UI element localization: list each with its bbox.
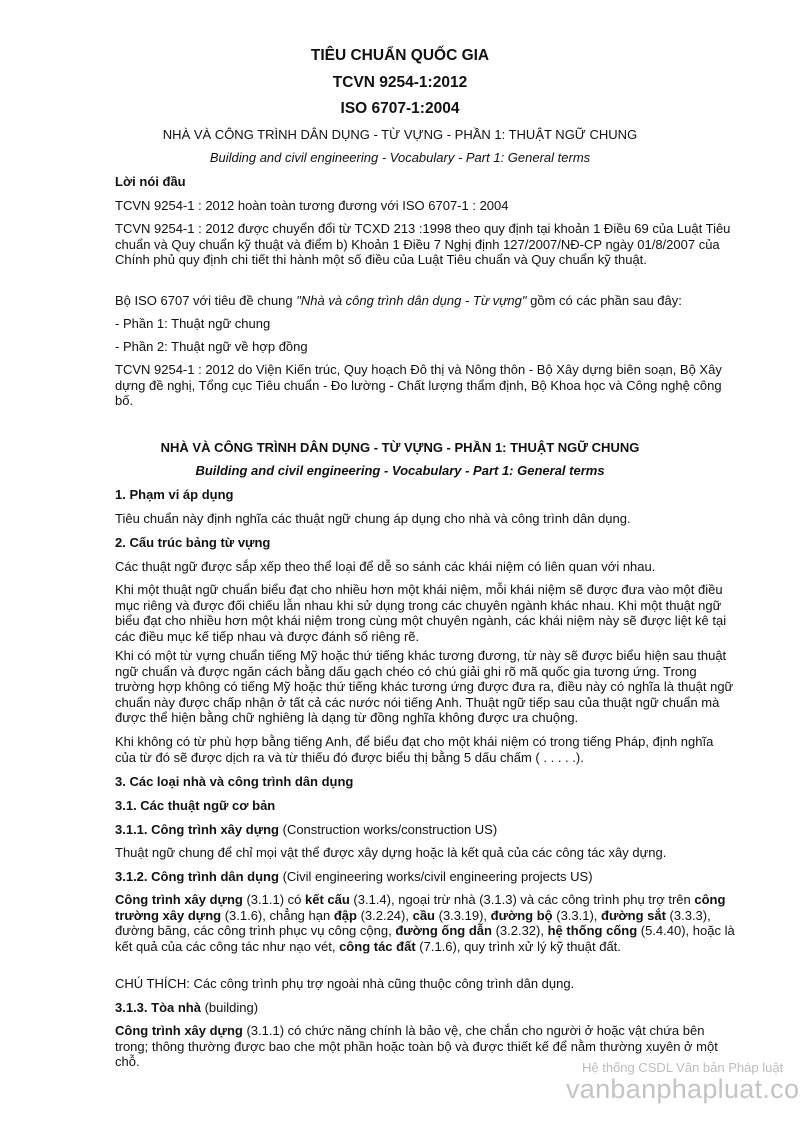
document-subtitle: NHÀ VÀ CÔNG TRÌNH DÂN DỤNG - TỪ VỰNG - PHẦN 1: THUẬT NGỮ CHUNG: [162, 127, 638, 142]
bold-term: Công trình xây dựng: [115, 892, 243, 907]
term-name: 3.1.1. Công trình xây dựng: [115, 822, 279, 837]
section-paragraph: Khi không có từ phù hợp bằng tiếng Anh, để biểu đạt cho một khái niệm có trong tiếng Pháp, định nghĩa của từ đó sẽ được dịch ra và từ thiếu đó được biểu thị bằng 5 dấu chấm ( . . . . .).: [115, 734, 714, 765]
note: CHÚ THÍCH: Các công trình phụ trợ ngoài nhà cũng thuộc công trình dân dụng.: [115, 976, 575, 991]
text-run: (3.1.6), chẳng hạn: [221, 907, 334, 923]
section-heading: 1. Phạm vi áp dụng: [115, 487, 234, 502]
text-run: (5.4.40), hoặc là kết quả của các công tác như nạo vét,: [115, 923, 735, 954]
part-list-item: - Phần 2: Thuật ngữ về hợp đồng: [115, 339, 308, 354]
section-paragraph: Các thuật ngữ được sắp xếp theo thể loại để dễ so sánh các khái niệm có liên quan với nhau.: [115, 559, 656, 574]
text-run: (3.3.19),: [435, 907, 491, 923]
watermark-logo: vanbanphapluat.co: [566, 1074, 800, 1104]
standard-code: TCVN 9254-1:2012: [332, 74, 468, 91]
term-definition: Thuật ngữ chung để chỉ mọi vật thể được xây dựng hoặc là kết quả của các công tác xây dựng.: [115, 845, 667, 860]
section-heading: 2. Cấu trúc bảng từ vựng: [115, 535, 271, 550]
text-run: (3.1.1) có chức năng chính là bảo vệ, che chắn cho người ở hoặc vật chứa bên trong; thông thường được bao che một phần hoặc toàn bộ và được thiết kế để nằm thường xuyên ở một chỗ.: [115, 1023, 718, 1069]
section-paragraph: Khi có một từ vựng chuẩn tiếng Mỹ hoặc thứ tiếng khác tương đương, từ này sẽ được biểu hiện sau thuật ngữ chuẩn và được ngăn cách bằng dấu gạch chéo có chú giải ghi rõ mã quốc gia tương ứng. Trong trường hợp không có tiếng Mỹ hoặc thứ tiếng khác tương ứng được đưa ra, điều này có nghĩa là thuật ngữ chuẩn này được chấp nhận ở tất cả các nước nói tiếng Anh. Thuật ngữ tiếp sau của thuật ngữ chuẩn mà được thể hiện bằng chữ nghiêng là dạng từ đồng nghĩa không được ưa chuộng.: [115, 648, 734, 725]
bold-term: đường bộ: [490, 907, 553, 923]
term-definition: [115, 892, 735, 954]
bold-term: cầu: [412, 907, 435, 923]
bold-term: đường sắt: [601, 907, 666, 923]
text-run: (3.3.3), đường băng, các công trình phục vụ công cộng,: [115, 907, 711, 938]
text-run: gồm có các phần sau đây:: [526, 293, 682, 308]
bold-term: kết cấu: [305, 892, 350, 907]
section-paragraph: Tiêu chuẩn này định nghĩa các thuật ngữ chung áp dụng cho nhà và công trình dân dụng.: [115, 511, 631, 526]
main-title: NHÀ VÀ CÔNG TRÌNH DÂN DỤNG - TỪ VỰNG - PHẦN 1: THUẬT NGỮ CHUNG: [160, 440, 640, 455]
foreword-heading: Lời nói đầu: [115, 174, 186, 189]
watermark-caption: Hệ thống CSDL Văn bản Pháp luật: [582, 1060, 784, 1075]
foreword-paragraph: TCVN 9254-1 : 2012 hoàn toàn tương đương với ISO 6707-1 : 2004: [115, 198, 509, 213]
section-heading: 3. Các loại nhà và công trình dân dụng: [115, 774, 354, 789]
section-paragraph: Khi một thuật ngữ chuẩn biểu đạt cho nhiều hơn một khái niệm, mỗi khái niệm sẽ được đưa vào một điều mục riêng và được đối chiếu lẫn nhau khi sử dụng trong các chuyên ngành khác nhau. Khi một thuật ngữ biểu đạt cho nhiều hơn một khái niệm trong cùng một chuyên ngành, các khái niệm này sẽ được liệt kê tại các điều mục kế tiếp nhau và được đánh số riêng rẽ.: [115, 582, 727, 644]
bold-term: đập: [333, 907, 357, 923]
part-list-item: - Phần 1: Thuật ngữ chung: [115, 316, 271, 331]
term-heading: [115, 869, 735, 885]
series-title: "Nhà và công trình dân dụng - Từ vựng": [296, 293, 527, 308]
text-run: (3.1.1) có: [242, 892, 305, 907]
bold-term: hệ thống cống: [547, 923, 638, 938]
text-run: (3.2.32),: [491, 923, 548, 938]
text-run: (7.1.6), quy trình xử lý kỹ thuật đất.: [415, 938, 621, 954]
bold-term: công trường xây dựng: [115, 892, 726, 923]
main-title-english: Building and civil engineering - Vocabulary - Part 1: General terms: [195, 463, 605, 478]
document-subtitle-english: Building and civil engineering - Vocabulary - Part 1: General terms: [209, 150, 591, 165]
bold-term: đường ống dẫn: [395, 923, 492, 938]
term-english: (Civil engineering works/civil engineering projects US): [278, 869, 593, 884]
bold-term: Công trình xây dựng: [115, 1023, 243, 1038]
text-run: (3.3.1),: [552, 907, 602, 923]
term-english: (Construction works/construction US): [279, 822, 498, 837]
term-english: (building): [200, 1000, 259, 1015]
term-name: 3.1.3. Tòa nhà: [115, 1000, 201, 1015]
text-run: (3.1.4), ngoại trừ nhà (3.1.3) và các công trình phụ trợ trên: [349, 892, 695, 907]
subsection-heading: 3.1. Các thuật ngữ cơ bản: [115, 798, 276, 813]
text-run: Bộ ISO 6707 với tiêu đề chung: [115, 293, 297, 308]
foreword-paragraph: TCVN 9254-1 : 2012 được chuyển đổi từ TCXD 213 :1998 theo quy định tại khoản 1 Điều 69 của Luật Tiêu chuẩn và Quy chuẩn kỹ thuật và điểm b) Khoản 1 Điều 7 Nghị định 127/2007/NĐ-CP ngày 01/8/2007 của Chính phủ quy định chi tiết thi hành một số điều của Luật Tiêu chuẩn và Quy chuẩn kỹ thuật.: [115, 221, 731, 267]
foreword-paragraph: TCVN 9254-1 : 2012 do Viện Kiến trúc, Quy hoạch Đô thị và Nông thôn - Bộ Xây dựng biên soạn, Bộ Xây dựng đề nghị, Tổng cục Tiêu chuẩn - Đo lường - Chất lượng thẩm định, Bộ Khoa học và Công nghệ công bố.: [115, 362, 722, 408]
text-run: (3.2.24),: [356, 907, 413, 923]
term-heading: [115, 1000, 735, 1016]
foreword-paragraph: [115, 293, 735, 309]
term-name: 3.1.2. Công trình dân dụng: [115, 869, 279, 884]
iso-code: ISO 6707-1:2004: [340, 100, 460, 117]
document-title: TIÊU CHUẨN QUỐC GIA: [310, 47, 490, 64]
term-heading: [115, 822, 735, 838]
bold-term: công tác đất: [339, 938, 416, 954]
